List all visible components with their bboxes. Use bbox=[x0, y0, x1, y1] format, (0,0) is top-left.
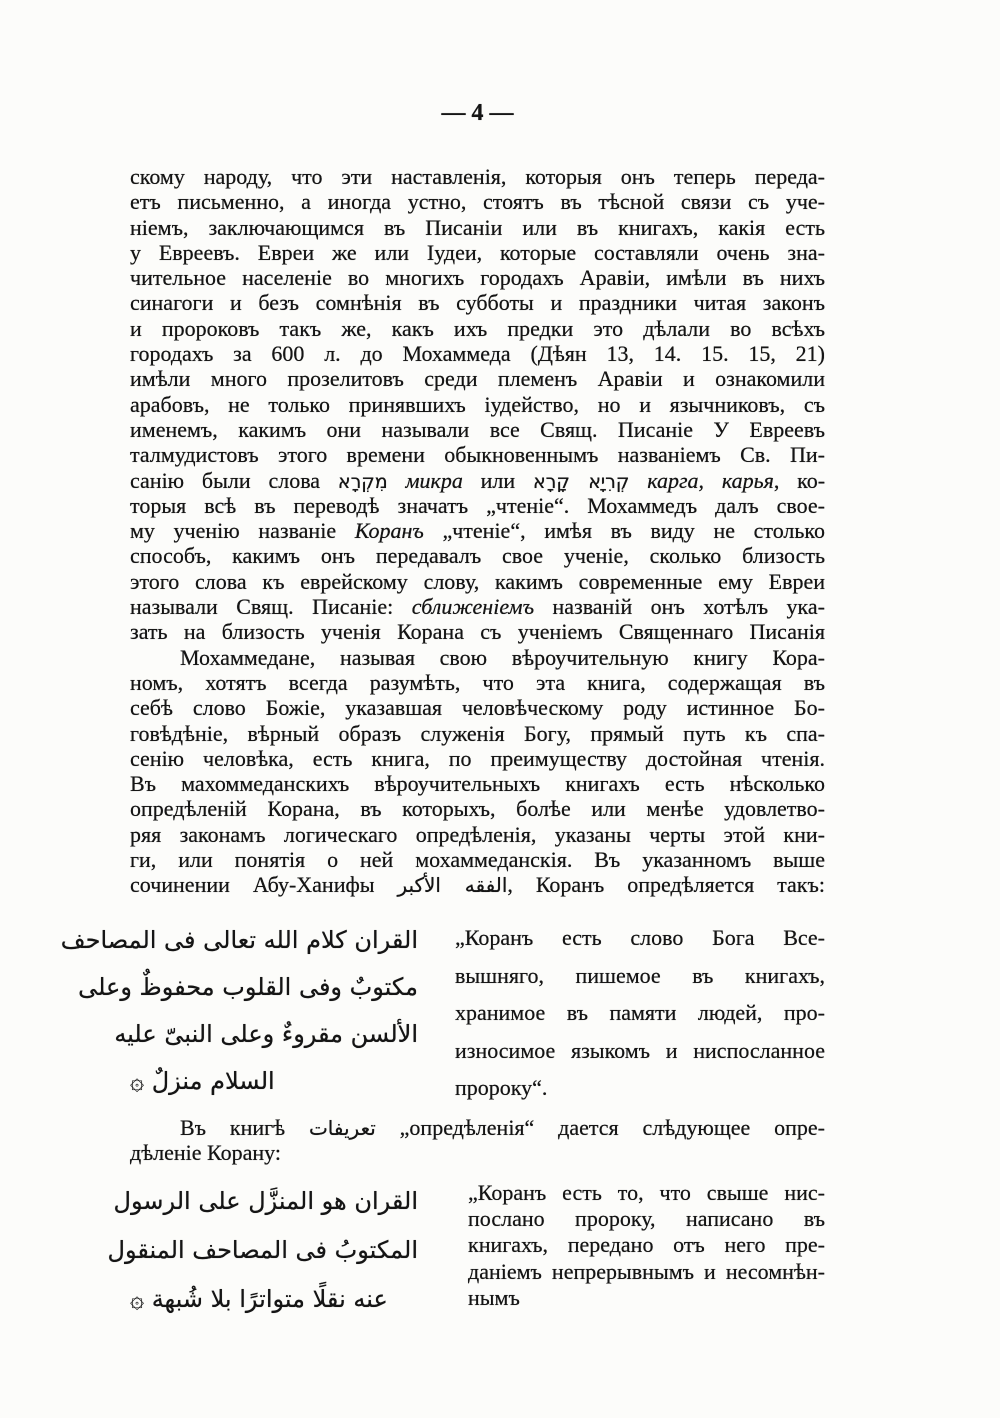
text-line: синагоги и безъ сомнѣнія въ субботы и праздники читая законъ bbox=[130, 290, 825, 316]
text-segment: санію были слова bbox=[130, 467, 338, 493]
text-line: опредѣленій Корана, въ которыхъ, болѣе или менѣе удовлетво- bbox=[130, 796, 825, 822]
text-line: вышняго, пишемое въ книгахъ, bbox=[455, 962, 825, 988]
arabic-definition-2 bbox=[107, 1177, 418, 1324]
text-line: книгахъ, передано отъ него пре- bbox=[468, 1232, 825, 1258]
text-line bbox=[130, 1115, 825, 1140]
text-line: Въ махоммеданскихъ вѣроучительныхъ книгахъ есть нѣсколько bbox=[130, 771, 825, 797]
text-segment: , ко- bbox=[773, 467, 826, 493]
arabic-line: الألسن مقروءٌ وعلى النبىّ عليه bbox=[114, 1020, 418, 1048]
text-segment bbox=[388, 468, 406, 493]
arabic-inline-text: الفقه الأكبر bbox=[397, 873, 508, 898]
text-line: зать на близость ученія Корана съ ученіемъ Священнаго Писанія bbox=[130, 619, 825, 645]
italic-text: микра bbox=[405, 467, 463, 493]
text-line: износимое языкомъ и ниспосланное bbox=[455, 1037, 825, 1063]
russian-definition-2 bbox=[468, 1180, 825, 1311]
text-line bbox=[130, 468, 825, 493]
text-line: торыя всѣ въ переводѣ значатъ „чтеніе“. Мохаммедъ далъ свое- bbox=[130, 492, 825, 518]
russian-definition-1 bbox=[455, 919, 825, 1107]
text-line: арабовъ, не только принявшихъ іудейство, но и язычниковъ, съ bbox=[130, 391, 825, 417]
text-line bbox=[130, 518, 825, 543]
italic-text: карга, карья bbox=[647, 467, 774, 493]
paragraph-koran-name bbox=[130, 645, 825, 898]
text-segment bbox=[629, 468, 647, 493]
text-line bbox=[130, 872, 825, 897]
text-line: у Евреевъ. Евреи же или Іудеи, которые составляли очень зна- bbox=[130, 239, 825, 265]
text-segment: или bbox=[462, 467, 533, 493]
text-line: именемъ, какимъ они называли все Свящ. Писаніе У Евреевъ bbox=[130, 416, 825, 442]
arabic-line: مكتوبٌ وفى القلوب محفوظٌ وعلى bbox=[78, 973, 418, 1001]
text-line: даніемъ непрерывнымъ и несомнѣн- bbox=[468, 1258, 825, 1284]
arabic-line: القران كلام الله تعالى فى المصاحف bbox=[60, 926, 418, 954]
text-line: себѣ слово Божіе, указавшая человѣческому роду истинное Бо- bbox=[130, 695, 825, 721]
text-segment: „опредѣленія“ дается слѣдующее опре- bbox=[375, 1115, 825, 1140]
arabic-line: المكتوبُ فى المصاحف المنقول bbox=[107, 1236, 418, 1264]
text-line: ніемъ, заключающимся въ Писаніи или въ книгахъ, какія есть bbox=[130, 214, 825, 240]
text-line: ряя законамъ логическаго опредѣленія, указаны черты этой кни- bbox=[130, 821, 825, 847]
text-line: сенію человѣка, есть книга, по преимуществу достойная чтенія. bbox=[130, 745, 825, 771]
text-line bbox=[130, 594, 825, 619]
text-segment: называли Свящ. Писаніе: bbox=[130, 594, 412, 620]
text-line: послано пророку, написано въ bbox=[468, 1206, 825, 1232]
text-line: способъ, какимъ онъ передавалъ свое ученіе, сколько близость bbox=[130, 543, 825, 569]
text-line: говѣдѣніе, вѣрный образъ служенія Богу, прямый путь къ спа- bbox=[130, 720, 825, 746]
text-line: городахъ за 600 л. до Мохаммеда (Дѣян 13, 14. 15. 15, 21) bbox=[130, 341, 825, 367]
arabic-definition-1 bbox=[60, 917, 418, 1105]
text-line: Мохаммедане, называя свою вѣроучительную книгу Кора- bbox=[180, 644, 825, 670]
text-line: и пророковъ такъ же, какъ ихъ предки это дѣлали во всѣхъ bbox=[130, 315, 825, 341]
hebrew-inline-text: מִקְרָא bbox=[337, 470, 388, 493]
text-line: этого слова къ еврейскому слову, какимъ современные ему Евреи bbox=[130, 568, 825, 594]
text-line: чительное населеніе во многихъ городахъ Аравіи, имѣли въ нихъ bbox=[130, 265, 825, 291]
hebrew-inline-text: קְרִיָא קָרָא bbox=[532, 470, 630, 493]
text-segment: названій онъ хотѣлъ ука- bbox=[534, 594, 825, 620]
body-text bbox=[130, 164, 825, 898]
text-line: ги, или понятія о ней мохаммеданскія. Въ указанномъ выше bbox=[130, 847, 825, 873]
arabic-line: القران هو المنزَّل على الرسول bbox=[113, 1187, 418, 1215]
text-line: пророку“. bbox=[455, 1075, 548, 1100]
italic-text: сближеніемъ bbox=[411, 594, 534, 620]
text-line: талмудистовъ этого времени обыкновеннымъ названіемъ Св. Пи- bbox=[130, 442, 825, 468]
arabic-inline-text: تعريفات bbox=[308, 1116, 376, 1140]
paragraph-continued bbox=[130, 164, 825, 645]
text-segment: Въ книгѣ bbox=[180, 1115, 309, 1140]
definition-2-intro bbox=[130, 1115, 825, 1166]
text-line: дѣленіе Корану: bbox=[130, 1140, 281, 1166]
text-segment: сочинении Абу-Ханифы bbox=[130, 872, 398, 898]
text-segment: „чтеніе“, имѣя въ виду не столько bbox=[423, 518, 825, 544]
arabic-line: السلام منزلٌ ۞ bbox=[130, 1067, 275, 1095]
text-segment: , Коранъ опредѣляется такъ: bbox=[507, 872, 825, 898]
page-number: — 4 — bbox=[441, 100, 514, 126]
text-line: имѣли много прозелитовъ среди племенъ Аравіи и ознакомили bbox=[130, 366, 825, 392]
text-line: „Коранъ есть слово Бога Все- bbox=[455, 925, 825, 950]
text-line: скому народу, что эти наставленія, которыя онъ теперь переда- bbox=[130, 164, 825, 189]
text-line: хранимое въ памяти людей, про- bbox=[455, 1000, 825, 1025]
text-line: нымъ bbox=[468, 1284, 520, 1310]
text-segment: му ученію названіе bbox=[130, 518, 355, 544]
text-line: номъ, хотятъ всегда разумѣть, что эта книга, содержащая въ bbox=[130, 669, 825, 695]
italic-text: Коранъ bbox=[354, 518, 424, 544]
text-line: етъ письменно, а иногда устно, стоятъ въ тѣсной связи съ уче- bbox=[130, 189, 825, 215]
text-line: „Коранъ есть то, что свыше нис- bbox=[468, 1180, 825, 1205]
arabic-line: عنه نقلًا متواترًا بلا شُبهة ۞ bbox=[130, 1285, 388, 1313]
